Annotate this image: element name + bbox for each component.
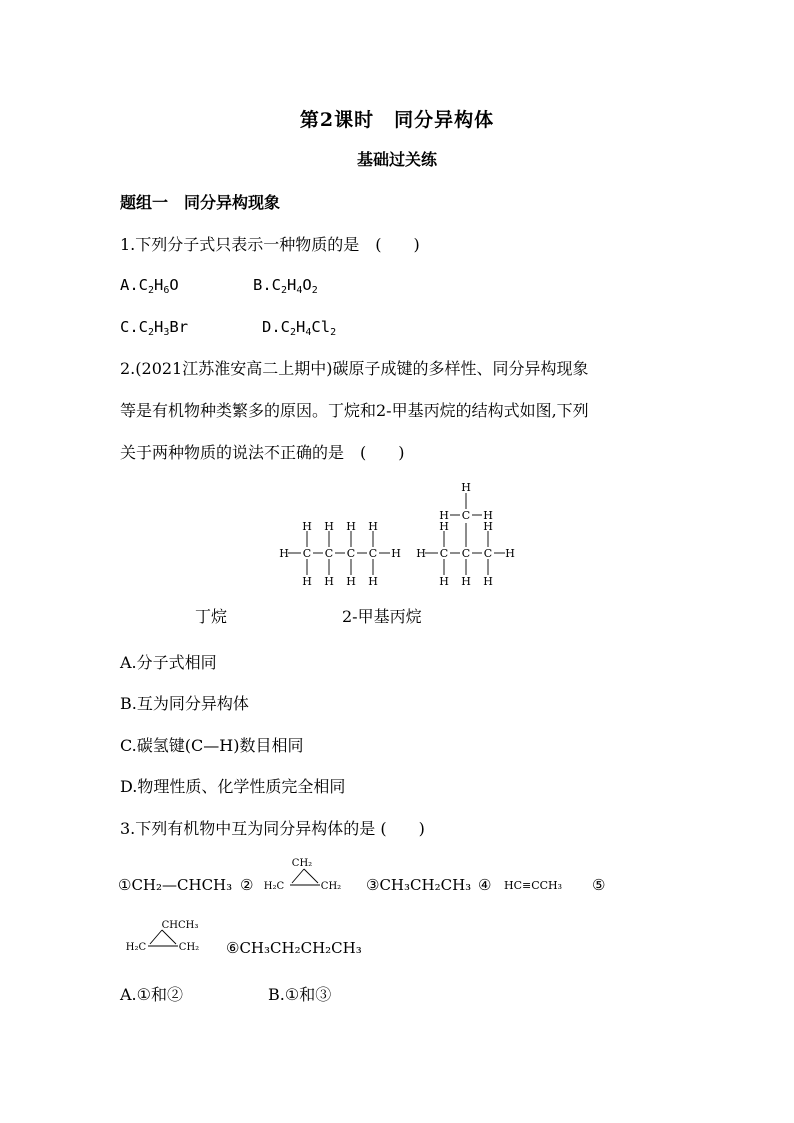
q1-option-b: $B.C_2H_4O_2$ [253, 276, 318, 296]
atom: C [461, 509, 471, 522]
atom: H [483, 520, 493, 533]
q3-item-1: ①CH₂—CHCH₃ [118, 876, 233, 894]
caption-2-methylpropane: 2-甲基丙烷 [342, 607, 422, 626]
q1-option-d: $D.C_2H_4Cl_2$ [262, 318, 337, 338]
caption-butane: 丁烷 [195, 607, 228, 626]
question-2-line-2: 等是有机物种类繁多的原因。丁烷和2-甲基丙烷的结构式如图,下列 [120, 401, 589, 420]
q3-item-2-number: ② [240, 876, 254, 894]
atom: H [439, 575, 449, 588]
atom: H [439, 520, 449, 533]
q3-item-2-cyclopropane [262, 852, 352, 898]
page-title: 第2课时 同分异构体 [299, 109, 495, 131]
q2-option-a: A.分子式相同 [120, 653, 217, 672]
ring-right-label: CH₂ [320, 881, 342, 892]
atom: H [279, 547, 289, 560]
q3-item-5-methylcyclopropane [124, 916, 214, 958]
q3-item-3: ③CH₃CH₂CH₃ [366, 876, 472, 894]
q3-item-6: ⑥CH₃CH₂CH₂CH₃ [226, 939, 362, 957]
atom: H [302, 575, 312, 588]
atom: C [346, 547, 356, 560]
atom: H [483, 575, 493, 588]
q1-option-c: $C.C_2H_3Br$ [120, 318, 189, 338]
atom: C [483, 547, 493, 560]
question-2-line-1: 2.(2021江苏淮安高二上期中)碳原子成键的多样性、同分异构现象 [120, 359, 589, 378]
ring-top-label: CHCH₃ [161, 920, 199, 931]
q1-option-a: $A.C_2H_6O$ [120, 276, 179, 296]
page-subtitle: 基础过关练 [356, 150, 437, 169]
atom: H [416, 547, 426, 560]
atom: H [302, 520, 312, 533]
atom: H [483, 509, 493, 522]
ring-right-label: CH₂ [178, 942, 200, 953]
q3-item-5-number: ⑤ [592, 876, 606, 894]
atom: H [324, 575, 334, 588]
atom: H [368, 575, 378, 588]
question-1-stem: 1.下列分子式只表示一种物质的是 ( ) [120, 235, 420, 254]
ring-left-label: H₂C [125, 942, 147, 953]
q2-option-b: B.互为同分异构体 [120, 694, 249, 713]
atom: C [368, 547, 378, 560]
question-3-stem: 3.下列有机物中互为同分异构体的是 ( ) [120, 819, 425, 838]
structural-formulas-diagram [270, 475, 530, 590]
atom: H [324, 520, 334, 533]
q3-option-b: B.①和③ [268, 985, 332, 1004]
atom: C [439, 547, 449, 560]
atom: H [346, 575, 356, 588]
section-title: 题组一 同分异构现象 [120, 193, 281, 212]
atom: C [302, 547, 312, 560]
ring-left-label: H₂C [263, 881, 285, 892]
q3-item-4-formula: HC≡CCH₃ [504, 879, 563, 892]
atom: H [391, 547, 401, 560]
atom: H [346, 520, 356, 533]
atom: H [461, 481, 471, 494]
atom: H [439, 509, 449, 522]
question-2-line-3: 关于两种物质的说法不正确的是 ( ) [120, 443, 405, 462]
atom: H [505, 547, 515, 560]
q3-option-a: A.①和② [120, 985, 183, 1004]
q2-option-d: D.物理性质、化学性质完全相同 [120, 777, 346, 796]
atom: C [324, 547, 334, 560]
q2-option-c: C.碳氢键(C—H)数目相同 [120, 736, 304, 755]
ring-top-label: CH₂ [291, 858, 313, 869]
q3-item-4-number: ④ [478, 876, 492, 894]
atom: H [461, 575, 471, 588]
atom: C [461, 547, 471, 560]
atom: H [368, 520, 378, 533]
